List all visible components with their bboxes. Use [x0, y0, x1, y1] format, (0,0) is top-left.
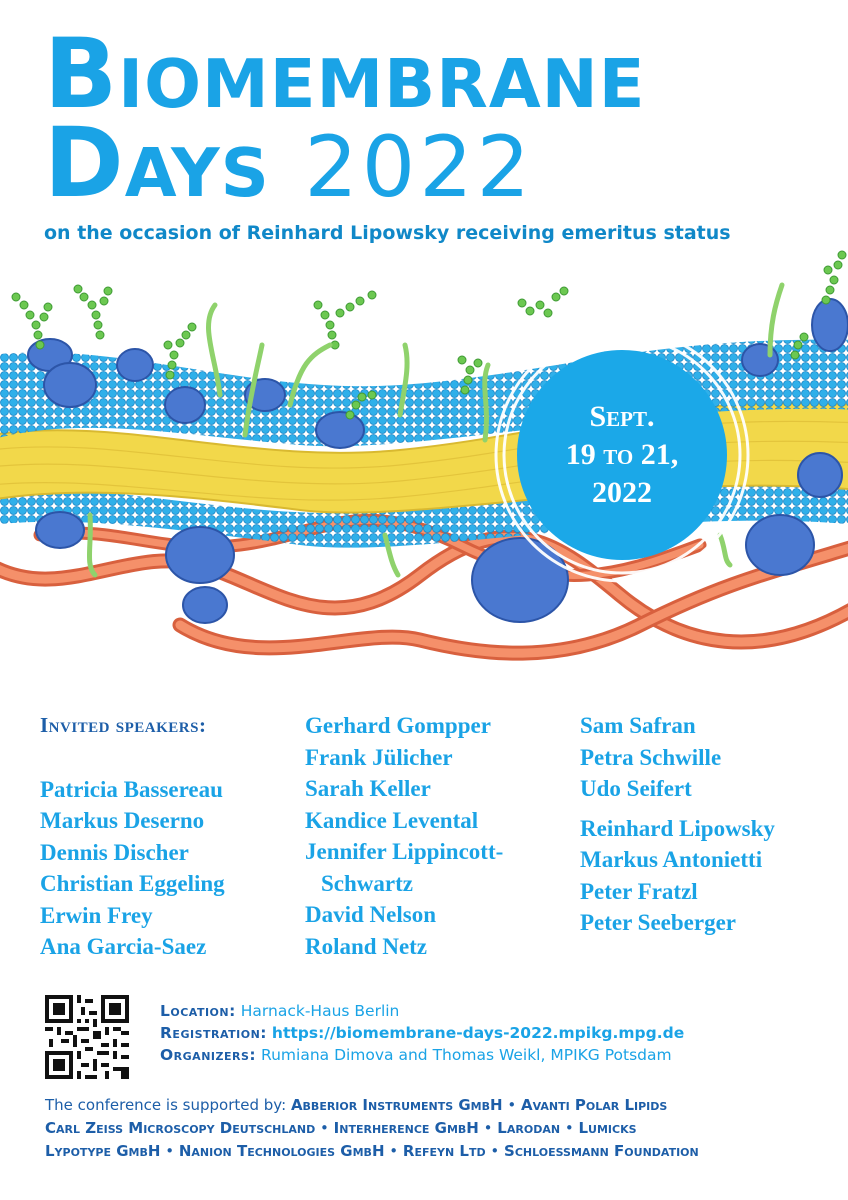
speaker-name: Ana Garcia-Saez — [40, 934, 207, 959]
speaker-name: Peter Seeberger — [580, 910, 737, 935]
sponsor: Carl Zeiss Microscopy Deutschland — [45, 1119, 316, 1137]
sponsors-line-1 — [45, 1094, 699, 1117]
organizers-row — [160, 1044, 684, 1066]
title-word-biomembrane: Biomembrane — [44, 18, 646, 130]
speaker-name: Markus Antonietti — [580, 847, 763, 872]
speaker-name: Petra Schwille — [580, 744, 722, 770]
speaker-name: Erwin Frey — [40, 902, 153, 928]
speaker-name: Udo Seifert — [580, 776, 692, 801]
qr-code-icon[interactable] — [45, 995, 129, 1079]
sponsor: Larodan — [497, 1119, 561, 1137]
title-year: 2022 — [304, 118, 535, 216]
sponsor: Interherence GmbH — [333, 1119, 479, 1137]
separator-bullet: • — [483, 1119, 493, 1137]
date-badge — [517, 350, 727, 560]
speaker-name: Christian Eggeling — [40, 871, 225, 896]
speaker-name: Roland Netz — [305, 933, 428, 959]
separator-bullet: • — [389, 1142, 399, 1160]
sponsor: Schloeßmann Foundation — [504, 1142, 699, 1160]
separator-bullet: • — [507, 1096, 517, 1114]
event-info — [160, 1000, 684, 1066]
registration-label: Registration: — [160, 1024, 267, 1042]
date-range: 19 to 21, — [565, 438, 679, 471]
sponsors-block — [45, 1094, 699, 1163]
speakers-column-3 — [580, 710, 775, 939]
speaker-name: Patricia Bassereau — [40, 776, 223, 802]
separator-bullet: • — [490, 1142, 500, 1160]
location-label: Location: — [160, 1002, 236, 1020]
speakers-column-2 — [305, 710, 503, 962]
speakers-column-1 — [40, 710, 225, 963]
speaker-name: Frank Jülicher — [305, 744, 453, 770]
sponsor: Nanion Technologies GmbH — [178, 1142, 385, 1160]
speaker-name: Kandice Levental — [305, 807, 479, 833]
registration-link[interactable]: https://biomembrane-days-2022.mpikg.mpg.de — [271, 1024, 685, 1042]
speaker-name: Gerhard Gompper — [305, 713, 491, 738]
separator-bullet: • — [320, 1119, 329, 1137]
registration-row — [160, 1022, 684, 1044]
title-line2 — [44, 107, 535, 219]
speaker-name: Sarah Keller — [305, 776, 431, 801]
speaker-name: David Nelson — [305, 902, 436, 927]
speaker-name: Peter Fratzl — [580, 878, 698, 904]
speaker-name: Markus Deserno — [40, 808, 205, 833]
speakers-heading: Invited speakers: — [40, 713, 207, 737]
sponsor: Avanti Polar Lipids — [520, 1096, 668, 1114]
speaker-name: Jennifer Lippincott- — [305, 839, 504, 864]
date-year: 2022 — [592, 476, 652, 509]
sponsor: Lumicks — [578, 1119, 637, 1137]
organizers-label: Organizers: — [160, 1046, 257, 1064]
date-month: Sept. — [589, 400, 655, 433]
title-word-days: Days — [44, 107, 270, 219]
separator-bullet: • — [564, 1119, 574, 1137]
speaker-name: Dennis Discher — [40, 839, 189, 865]
sponsors-line-2 — [45, 1117, 699, 1140]
sponsor: Lypotype GmbH — [45, 1142, 161, 1160]
speaker-name: Sam Safran — [580, 713, 696, 738]
subtitle: on the occasion of Reinhard Lipowsky receiving emeritus status — [44, 222, 731, 244]
speaker-name: Reinhard Lipowsky — [580, 815, 775, 841]
location-row — [160, 1000, 684, 1022]
speaker-name-continued: Schwartz — [321, 870, 413, 896]
sponsor: Abberior Instruments GmbH — [290, 1096, 503, 1114]
sponsor: Refeyn Ltd — [402, 1142, 486, 1160]
organizers-value: Rumiana Dimova and Thomas Weikl, MPIKG Potsdam — [261, 1046, 672, 1064]
location-value: Harnack-Haus Berlin — [240, 1002, 400, 1020]
separator-bullet: • — [165, 1142, 175, 1160]
sponsors-line-3 — [45, 1140, 699, 1163]
sponsors-lead: The conference is supported by: — [45, 1096, 287, 1114]
